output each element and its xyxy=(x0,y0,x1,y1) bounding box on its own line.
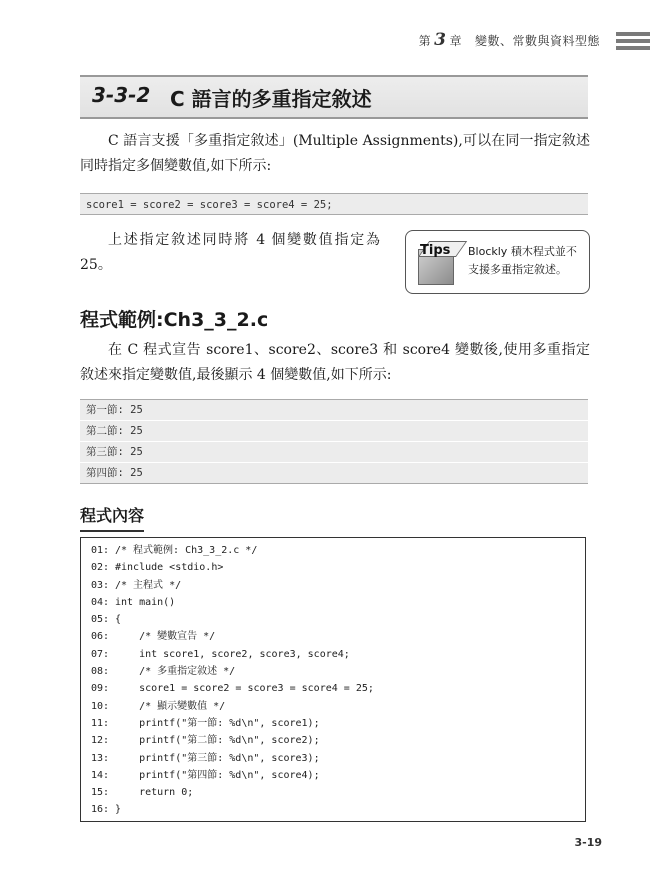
code-text: { xyxy=(115,614,122,626)
output-line: 第四節: 25 xyxy=(80,463,588,483)
line-number: 05: xyxy=(91,614,110,626)
code-text: printf("第三節: %d\n", score3); xyxy=(115,752,320,764)
line-number: 14: xyxy=(91,769,110,781)
line-number: 12: xyxy=(91,735,110,747)
code-listing xyxy=(80,537,586,822)
code-line xyxy=(81,646,585,663)
section-title: C 語言的多重指定敘述 xyxy=(170,87,372,111)
code-text: printf("第二節: %d\n", score2); xyxy=(115,735,320,747)
output-line: 第二節: 25 xyxy=(80,421,588,442)
tips-text: Blockly 積木程式並不支援多重指定敘述。 xyxy=(468,245,577,276)
line-number: 03: xyxy=(91,579,110,591)
tips-box xyxy=(405,230,590,294)
example-paragraph: 在 C 程式宣告 score1、score2、score3 和 score4 變數後,使用多重指定敘述來指定變數值,最後顯示 4 個變數值,如下所示: xyxy=(80,342,590,383)
section-number: 3-3-2 xyxy=(92,83,151,107)
code-text: /* 程式範例: Ch3_3_2.c */ xyxy=(115,545,258,556)
output-block xyxy=(80,399,588,484)
code-line xyxy=(81,715,585,732)
code-text: } xyxy=(115,804,122,816)
code-line xyxy=(81,559,585,576)
code-line xyxy=(81,750,585,767)
header-decoration xyxy=(616,32,650,53)
chapter-heading xyxy=(419,30,600,50)
output-line: 第一節: 25 xyxy=(80,400,588,421)
code-line xyxy=(81,542,585,559)
line-number: 10: xyxy=(91,700,110,712)
code-text: printf("第四節: %d\n", score4); xyxy=(115,769,320,781)
tips-cube-icon xyxy=(418,241,460,283)
code-line xyxy=(81,784,585,801)
code-line xyxy=(81,680,585,697)
line-number: 01: xyxy=(91,545,110,556)
output-line: 第三節: 25 xyxy=(80,442,588,463)
section-heading xyxy=(80,75,588,119)
code-line xyxy=(81,628,585,645)
line-number: 04: xyxy=(91,596,110,608)
code-text: /* 多重指定敘述 */ xyxy=(115,666,236,678)
line-number: 07: xyxy=(91,648,110,660)
code-text: /* 顯示變數值 */ xyxy=(115,700,226,712)
line-number: 09: xyxy=(91,683,110,695)
code-line xyxy=(81,732,585,749)
code-line xyxy=(81,577,585,594)
tips-label: Tips xyxy=(420,243,451,258)
line-number: 15: xyxy=(91,787,110,799)
code-line xyxy=(81,594,585,611)
assign-paragraph: 上述指定敘述同時將 4 個變數值指定為 25。 xyxy=(80,232,380,273)
intro-paragraph: C 語言支援「多重指定敘述」(Multiple Assignments),可以在同一指定敘述同時指定多個變數值,如下所示: xyxy=(80,133,590,174)
example-title: 程式範例:Ch3_3_2.c xyxy=(80,309,269,331)
line-number: 13: xyxy=(91,752,110,764)
code-text: #include <stdio.h> xyxy=(115,562,224,574)
code-text: return 0; xyxy=(115,787,194,799)
content-title: 程式內容 xyxy=(80,503,144,532)
code-line xyxy=(81,611,585,628)
running-header xyxy=(0,28,650,52)
line-number: 11: xyxy=(91,717,110,729)
chapter-prefix: 第 xyxy=(418,34,432,48)
line-number: 08: xyxy=(91,666,110,678)
chapter-suffix: 章 xyxy=(449,34,463,48)
code-line xyxy=(81,663,585,680)
code-line xyxy=(81,698,585,715)
page-number: 3-19 xyxy=(574,836,602,849)
code-text: /* 變數宣告 */ xyxy=(115,631,216,643)
line-number: 16: xyxy=(91,804,110,816)
line-number: 02: xyxy=(91,562,110,574)
code-text: int score1, score2, score3, score4; xyxy=(115,648,350,660)
chapter-number: 3 xyxy=(434,30,447,50)
line-number: 06: xyxy=(91,631,110,643)
assignment-code-block: score1 = score2 = score3 = score4 = 25; xyxy=(80,193,588,215)
code-text: score1 = score2 = score3 = score4 = 25; xyxy=(115,683,374,695)
code-line xyxy=(81,767,585,784)
code-text: int main() xyxy=(115,596,176,608)
code-line xyxy=(81,801,585,818)
code-text: /* 主程式 */ xyxy=(115,579,182,591)
chapter-title: 變數、常數與資料型態 xyxy=(474,34,600,48)
code-text: printf("第一節: %d\n", score1); xyxy=(115,717,320,729)
